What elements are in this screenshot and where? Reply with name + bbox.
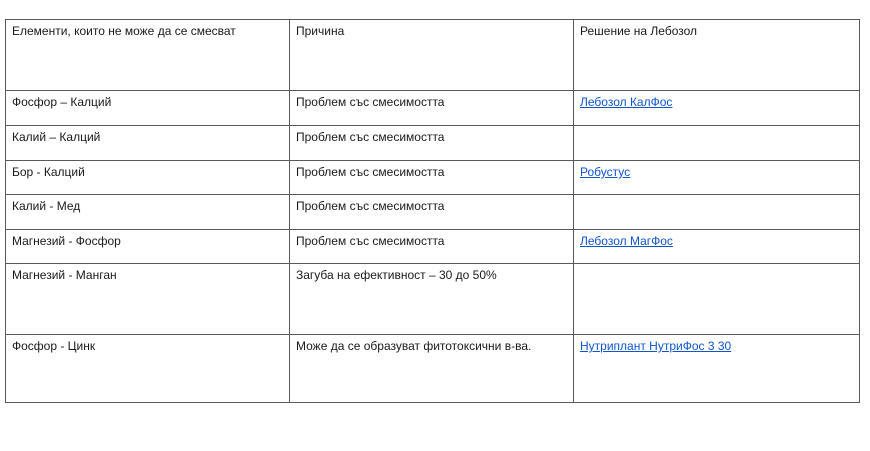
elements-cell: Калий – Калций: [6, 126, 290, 161]
solution-cell: [574, 126, 860, 161]
table-row: [6, 230, 860, 264]
table-row: [6, 195, 860, 230]
elements-cell: Магнезий - Манган: [6, 264, 290, 335]
elements-cell: Магнезий - Фосфор: [6, 230, 290, 264]
solution-cell: [574, 91, 860, 126]
solution-cell: [574, 264, 860, 335]
solution-cell: [574, 230, 860, 264]
solution-cell: [574, 335, 860, 403]
table-row: [6, 126, 860, 161]
solution-cell: [574, 195, 860, 230]
header-solution: Решение на Лебозол: [574, 20, 860, 91]
elements-cell: Калий - Мед: [6, 195, 290, 230]
table-header-row: [6, 20, 860, 91]
table-row: [6, 91, 860, 126]
reason-cell: Проблем със смесимостта: [290, 126, 574, 161]
table-row: [6, 161, 860, 195]
elements-cell: Бор - Калций: [6, 161, 290, 195]
table-row: [6, 264, 860, 335]
solution-cell: [574, 161, 860, 195]
reason-cell: Загуба на ефективност – 30 до 50%: [290, 264, 574, 335]
reason-cell: Проблем със смесимостта: [290, 91, 574, 126]
solution-link-robustus[interactable]: Робустус: [580, 165, 631, 179]
reason-cell: Проблем със смесимостта: [290, 161, 574, 195]
elements-cell: Фосфор - Цинк: [6, 335, 290, 403]
solution-link-lebozol-magfos[interactable]: Лебозол МагФос: [580, 234, 673, 248]
elements-cell: Фосфор – Калций: [6, 91, 290, 126]
solution-link-nutriplant-nutrifos[interactable]: Нутриплант НутриФос 3 30: [580, 339, 732, 353]
header-reason: Причина: [290, 20, 574, 91]
incompatibility-table: [5, 19, 860, 403]
solution-link-lebozol-kalfos[interactable]: Лебозол КалФос: [580, 95, 673, 109]
reason-cell: Може да се образуват фитотоксични в-ва.: [290, 335, 574, 403]
reason-cell: Проблем със смесимостта: [290, 230, 574, 264]
reason-cell: Проблем със смесимостта: [290, 195, 574, 230]
table-row: [6, 335, 860, 403]
header-elements: Елементи, които не може да се смесват: [6, 20, 290, 91]
